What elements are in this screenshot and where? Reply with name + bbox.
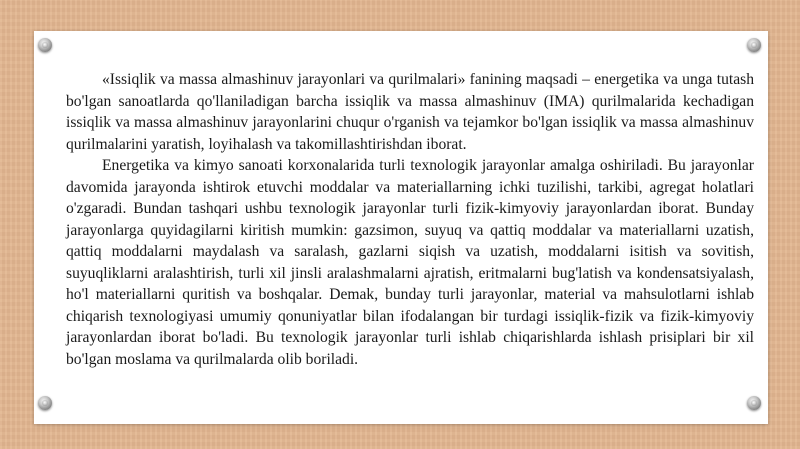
- slide-text-body: [66, 69, 754, 370]
- paragraph-2: Energetika va kimyo sanoati korxonalarida turli texnologik jarayonlar amalga oshiriladi. Bu jarayonlar davomida jarayonda ishtirok etuvchi moddalar va materiallarning ichki tuzilishi, tarkibi, agregat holatlari o'zgaradi. Bundan tashqari ushbu texnologik jarayonlar turli fizik-kimyoviy jarayonlardan iborat. Bunday jarayonlarga quyidagilarni kiritish mumkin: gazsimon, suyuq va qattiq moddalar va materiallarni uzatish, qattiq moddalarni maydalash va saralash, gazlarni siqish va uzatish, moddalarni isitish va sovitish, suyuqliklarni aralashtirish, turli xil jinsli aralashmalarni ajratish, eritmalarni bug'latish va kondensatsiyalash, ho'l materiallarni quritish va boshqalar. Demak, bunday turli jarayonlar, material va mahsulotlarni ishlab chiqarish texnologiyasi umumiy qonuniyatlar bilan ifodalangan bir turdagi issiqlik-fizik va fizik-kimyoviy jarayonlardan iborat bo'ladi. Bu texnologik jarayonlar turli ishlab chiqarishlarda ishlash prisiplari bir xil bo'lgan moslama va qurilmalarda olib boriladi.: [66, 157, 754, 368]
- pin-icon: [747, 38, 761, 52]
- paragraph-1: «Issiqlik va massa almashinuv jarayonlari va qurilmalari» fanining maqsadi – energetika va unga tutash bo'lgan sanoatlarda qo'llaniladigan barcha issiqlik va massa almashinuv (IMA) qurilmalarida kechadigan issiqlik va massa almashinuv jarayonlarini chuqur o'rganish va tejamkor bo'lgan issiqlik va massa almashinuv qurilmalarini yaratish, loyihalash va takomillashtirishdan iborat.: [66, 71, 754, 153]
- pin-icon: [38, 396, 52, 410]
- pin-icon: [38, 38, 52, 52]
- slide-card: [34, 31, 768, 424]
- pin-icon: [747, 396, 761, 410]
